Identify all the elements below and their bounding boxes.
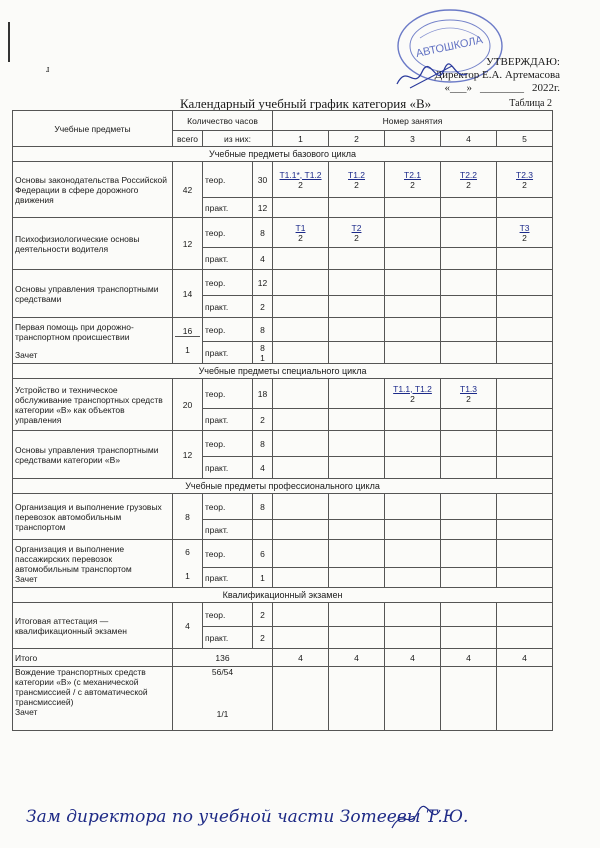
row-total: 42: [173, 162, 203, 218]
itogo-total: 136: [173, 649, 273, 667]
row-name: Итоговая аттестация — квалификационный экзамен: [13, 603, 173, 649]
row-theory-label: теор.: [203, 162, 253, 198]
row-total: 12: [173, 218, 203, 270]
row-practice-hours: 2: [253, 296, 273, 318]
row-total: 12: [173, 431, 203, 479]
row-theory-hours: 8: [253, 218, 273, 248]
pen-tick: ɹ: [46, 64, 50, 75]
header-col-5: 5: [497, 131, 553, 147]
row-total: 4: [173, 603, 203, 649]
row-practice-hours: 2: [253, 627, 273, 649]
row-theory-label: теор.: [203, 270, 253, 296]
header-total: всего: [173, 131, 203, 147]
row-total: 14: [173, 270, 203, 318]
binding-mark: [6, 22, 14, 62]
row-practice-label: практ.: [203, 198, 253, 218]
header-col-2: 2: [329, 131, 385, 147]
row-theory-label: теор.: [203, 431, 253, 457]
row-practice-label: практ.: [203, 520, 253, 540]
row-theory-label: теор.: [203, 603, 253, 627]
row-theory-hours: 12: [253, 270, 273, 296]
row-practice-hours: 8 1: [253, 342, 273, 364]
row-total: 16 1: [173, 318, 203, 364]
row-name: Организация и выполнение пассажирских перевозок автомобильным транспортом Зачет: [13, 540, 173, 588]
row-practice-hours: 4: [253, 457, 273, 479]
row-name: Основы законодательства Российской Федерации в сфере дорожного движения: [13, 162, 173, 218]
row-total: 8: [173, 494, 203, 540]
row-theory-label: теор.: [203, 494, 253, 520]
itogo-label: Итого: [13, 649, 173, 667]
header-lesson: Номер занятия: [273, 111, 553, 131]
row-practice-hours: 2: [253, 409, 273, 431]
header-col-4: 4: [441, 131, 497, 147]
itogo-col: 4: [273, 649, 329, 667]
director-signature: [392, 60, 472, 94]
header-of-which: из них:: [203, 131, 273, 147]
row-practice-label: практ.: [203, 457, 253, 479]
row-theory-hours: 30: [253, 162, 273, 198]
table-number: Таблица 2: [509, 98, 552, 109]
itogo-col: 4: [329, 649, 385, 667]
schedule-table: [12, 110, 553, 731]
row-theory-hours: 8: [253, 494, 273, 520]
lesson-cell: $\frac{Т2.1}{2}$: [404, 169, 422, 190]
row-theory-hours: 8: [253, 318, 273, 342]
section-special: Учебные предметы специального цикла: [13, 364, 553, 379]
row-total: 20: [173, 379, 203, 431]
handwritten-note: [20, 800, 580, 840]
handwritten-note-text: Зам директора по учебной части Зотеевы Т.Ю.: [26, 807, 469, 827]
header-col-1: 1: [273, 131, 329, 147]
row-name: Устройство и техническое обслуживание транспортных средств категории «В» как объектов управления: [13, 379, 173, 431]
lesson-cell: $\frac{Т2}{2}$: [351, 222, 362, 243]
itogo-col: 4: [441, 649, 497, 667]
director-line: Директор Е.А. Артемасова: [434, 69, 560, 81]
lesson-cell: $\frac{Т2.2}{2}$: [460, 169, 478, 190]
section-prof: Учебные предметы профессионального цикла: [13, 479, 553, 494]
row-practice-label: практ.: [203, 409, 253, 431]
lesson-cell: $\frac{Т3}{2}$: [519, 222, 530, 243]
section-base: Учебные предметы базового цикла: [13, 147, 553, 162]
row-theory-label: теор.: [203, 218, 253, 248]
approval-date: «___» ________ 2022г.: [444, 82, 560, 94]
row-total: 6 1: [173, 540, 203, 588]
row-practice-label: практ.: [203, 627, 253, 649]
header-col-3: 3: [385, 131, 441, 147]
row-practice-label: практ.: [203, 296, 253, 318]
row-name: Психофизиологические основы деятельности водителя: [13, 218, 173, 270]
lesson-cell: $\frac{Т1.1, Т1.2}{2}$: [393, 383, 432, 404]
row-name: Организация и выполнение грузовых перевозок автомобильным транспортом: [13, 494, 173, 540]
row-practice-label: практ.: [203, 568, 253, 588]
row-name: Основы управления транспортными средствами: [13, 270, 173, 318]
row-theory-label: теор.: [203, 379, 253, 409]
row-theory-label: теор.: [203, 318, 253, 342]
row-name: Первая помощь при дорожно-транспортном происшествии Зачет: [13, 318, 173, 364]
driving-hours: 56/54 1/1: [173, 667, 273, 731]
section-exam: Квалификационный экзамен: [13, 588, 553, 603]
row-practice-hours: [253, 520, 273, 540]
header-hours: Количество часов: [173, 111, 273, 131]
row-theory-hours: 2: [253, 603, 273, 627]
row-theory-hours: 6: [253, 540, 273, 568]
lesson-cell: $\frac{Т2.3}{2}$: [516, 169, 534, 190]
lesson-cell: $\frac{Т1.2}{2}$: [348, 169, 366, 190]
row-practice-hours: 1: [253, 568, 273, 588]
driving-name: Вождение транспортных средств категории «В» (с механической трансмиссией / с автоматической трансмиссией) Зачет: [13, 667, 173, 731]
row-practice-hours: 4: [253, 248, 273, 270]
lesson-cell: $\frac{Т1.1*, Т1.2}{2}$: [279, 169, 322, 190]
approval-heading: УТВЕРЖДАЮ:: [486, 56, 560, 68]
lesson-cell: $\frac{Т1.3}{2}$: [460, 383, 478, 404]
itogo-col: 4: [385, 649, 441, 667]
document-title: Календарный учебный график категория «В»: [180, 96, 432, 111]
itogo-col: 4: [497, 649, 553, 667]
row-practice-label: практ.: [203, 342, 253, 364]
row-practice-hours: 12: [253, 198, 273, 218]
lesson-cell: $\frac{Т1}{2}$: [295, 222, 306, 243]
svg-text:АВТОШКОЛА: АВТОШКОЛА: [414, 34, 484, 61]
header-subjects: Учебные предметы: [13, 111, 173, 147]
row-theory-hours: 18: [253, 379, 273, 409]
row-theory-hours: 8: [253, 431, 273, 457]
row-theory-label: теор.: [203, 540, 253, 568]
row-name: Основы управления транспортными средствами категории «В»: [13, 431, 173, 479]
row-practice-label: практ.: [203, 248, 253, 270]
